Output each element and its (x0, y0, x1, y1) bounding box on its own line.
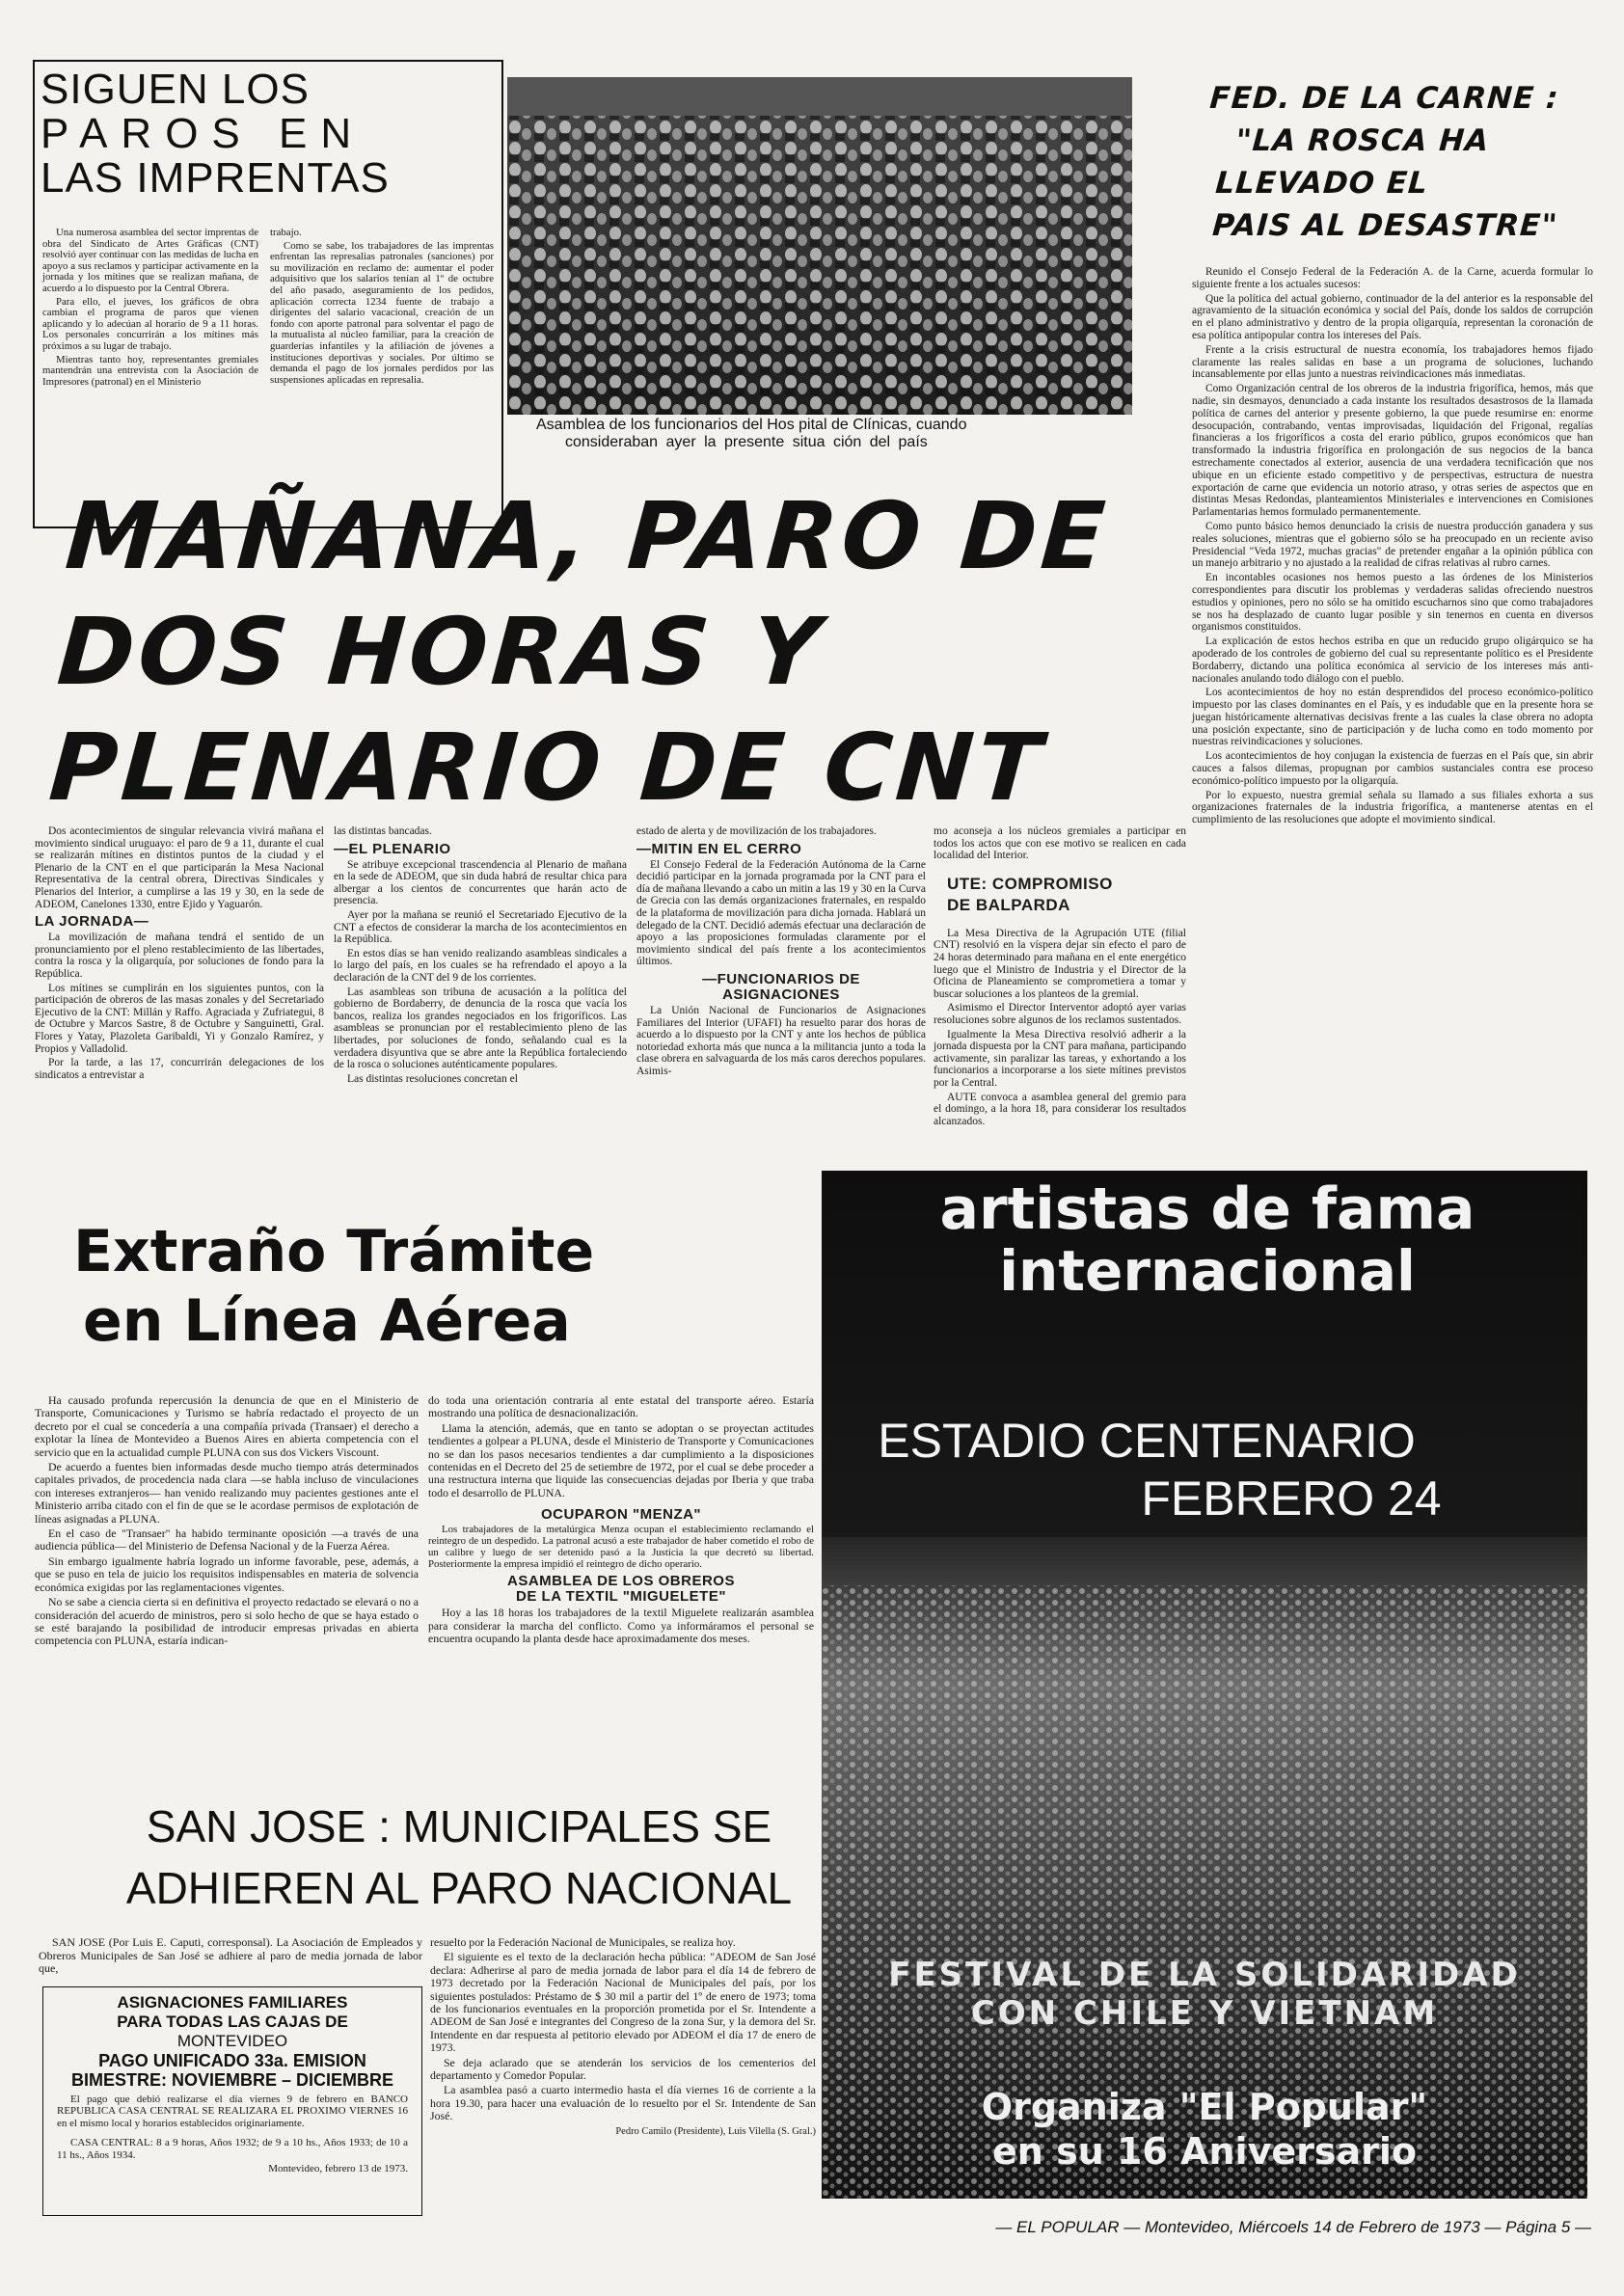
tramite-col-2: do toda una orientación contraria al ente estatal del transporte aéreo. Estaría mostrando una política de desnacionalización. Llama la atención, además, que en tanto se adoptan o se proyectan actitudes tendientes a golpear a PLUNA, desde el Ministerio de Transporte y Comunicaciones no se dan los pasos necesarios tendientes a dar cumplimiento a la disposiciones contenidas en el Decreto del 25 de setiembre de 1972, por el cual se debe proceder a una restructura interna que liquide las consecuencias dejadas por Iberia y que traba todo el desarrollo de PLUNA. OCUPARON "MENZA" Los trabajadores de la metalúrgica Menza ocupan el establecimiento reclamando el reintegro de un despedido. La patronal acusó a este trabajador de haber cometido el robo de un calibre y luego de ser detenido pasó a la Justicia la que decretó su libertad. Posteriormente la empresa impidió el reintegro de dicho operario. ASAMBLEA DE LOS OBREROS DE LA TEXTIL "MIGUELETE" Hoy a las 18 horas los trabajadores de la textil Miguelete realizarán asamblea para considerar la marcha del conflicto. Como ya informáramos el personal se encuentra ocupando la planta desde hace aproximadamente dos meses. (428, 1393, 814, 1646)
main-col-2: las distintas bancadas. —EL PLENARIO Se atribuye excepcional trascendencia al Plenario de mañana en la sede de ADEOM, que sin duda habrá de resultar chica para albergar a los cientos de concurrentes que harán acto de presencia. Ayer por la mañana se reunió el Secretariado Ejecutivo de la CNT a efectos de considerar la marcha de los acontecimientos en la República. En estos días se han venido realizando asambleas sindicales a lo largo del país, en los cuales se ha refrendado el apoyo a la declaración de la CNT del 9 de los corrientes. Las asambleas son tribuna de acusación a la política del gobierno de Bordaberry, de denuncia de la rosca que vacía los bancos, realiza los grandes negociados en los frigoríficos. Las asambleas se pronuncian por el restablecimiento pleno de las libertades, por soluciones de fondo, señalando cual es la verdadera disyuntiva que se abre ante la República fortaleciendo de la rosca o soluciones auténticamente populares. Las distintas resoluciones concretan el (334, 825, 627, 1085)
page-footer: — EL POPULAR — Montevideo, Miércoels 14 de Febrero de 1973 — Página 5 — (995, 2218, 1591, 2236)
carne-headline: FED. DE LA CARNE : "LA ROSCA HA LLEVADO EL PAIS AL DESASTRE" (1208, 81, 1560, 243)
sanjose-headline: SAN JOSE : MUNICIPALES SE ADHIEREN AL PARO NACIONAL (125, 1801, 793, 1913)
hospital-assembly-photo (507, 77, 1132, 415)
stadium-crowd-image (822, 1171, 1587, 2199)
crowd-photo-image (507, 77, 1132, 415)
photo-caption: Asamblea de los funcionarios del Hos pital de Clínicas, cuando consideraban ayer la presente situa ción del país (536, 417, 967, 450)
asignaciones-box (42, 1986, 422, 2216)
sanjose-col-2: resuelto por la Federación Nacional de Municipales, se realiza hoy. El siguiente es el texto de la declaración hecha pública: "ADEOM de San José declara: Adherirse al paro de media jornada de labor para el día 14 de febrero de 1973 decretado por la Federación Nacional de Municipales del país, por los siguientes postulados: Préstamo de $ 30 mil a partir del 1º de enero de 1973; toma de los funcionarios eventuales en la proporción prometida por el Sr. Intendente a ADEOM de San José e integrantes del Congreso de la zona Sur, y la demora del Sr. Intendente en dar respuesta al petitorio elevado por ADEOM el día 17 de enero de 1973. Se deja aclarado que se atenderán los servicios de los cementerios del departamento y Comedor Popular. La asamblea pasó a cuarto intermedio hasta el día viernes 16 de corriente a la hora 19.30, para hacer una evaluación de lo resuelto por el Sr. Intendente de San José. Pedro Camilo (Presidente), Luis Vilella (S. Gral.) (430, 1935, 816, 2137)
poster-title: artistas de fama internacional (939, 1175, 1475, 1304)
imprentas-col-2: trabajo. Como se sabe, los trabajadores de las imprentas enfrentan las represalias patronales (sanciones) por su movilización en reclamo de: aumentar el poder adquisitivo que los salarios tenían al 1º de octubre del año pasado, aseguramiento de los pedidos, aplicación correcta 1234 fuente de trabajo a dirigentes del salario vacacional, creación de un fondo con aporte patronal para solventar el pago de la mutualista al núcleo familiar, para la creación de guarderías infantiles y la afiliación de jóvenes a instituciones deportivas y sociales. Por último se demanda el pago de los jornales perdidos por las suspensiones aplicadas en represalia. (270, 227, 494, 386)
poster-organizer: Organiza "El Popular" en su 16 Aniversario (981, 2086, 1428, 2173)
tramite-headline: Extraño Trámite en Línea Aérea (73, 1218, 595, 1355)
imprentas-box (33, 60, 503, 528)
carne-article: Reunido el Consejo Federal de la Federación A. de la Carne, acuerda formular lo siguiente frente a los actuales sucesos: Que la política del actual gobierno, continuador de la del anterior es la responsable del agravamiento de la situación económica y social del País, donde los saldos de corrupción en el plano administrativo y dentro de la propia oligarquía, representan la coronación de esa política antipopular contra los intereses del País. Frente a la crisis estructural de nuestra economía, los trabajadores hemos fijado claramente las reales salidas en base a un programa de soluciones, luchando incansablemente por ellas junto a nuestras reivindicaciones más inmediatas. Como Organización central de los obreros de la industria frigorífica, hemos, más que nadie, sin desmayos, denunciado a cada instante los resultados desastrosos de la llamada política de carnes del anterior y presente gobierno, la que puede resumirse en: enorme desocupación, contrabando, ventas improvisadas, liquidación del Frigonal, regalías financieras a los frigoríficos a costa del erario público, grupos económicos que han transformado la industria frigorífica en prolongación de sus negocios de la banca estrechamente conectados al exterior, ausencia de una verdadera tecnificación que nos ubique en un eficiente estado competitivo y de perspectivas, estructura de nuestra exportación de carne que evidencia un notorio atraso, y otras series de aspectos que en distintas Mesas Redondas, planteamientos Ministeriales e intervenciones en Comisiones Parlamentarias hemos formulado permanentemente. Como punto básico hemos denunciado la crisis de nuestra producción ganadera y sus reales soluciones, mientras que el gobierno sólo se ha preocupado en un reciente aviso Presidencial "Veda 1972, muchas gracias" de pretender engañar a la opinión pública con un manejo arbitrario y no ajustado a la realidad de cifras relativas al rubro carnes. En incontables ocasiones nos hemos puesto a las órdenes de los Ministerios correspondientes para discutir los problemas y verdaderas salidas ofreciendo nuestros estudios y opiniones, pero no sólo se ha omitido escucharnos sino que como trabajadores se nos ha desplazado de cuanto lugar posible y sin tenernos en cuenta en diversos organismos constituidos. La explicación de estos hechos estriba en que un reducido grupo oligárquico se ha apoderado de los controles de gobierno del cual su representante político es el Presidente Bordaberry, dictando una política económica al servicio de los intereses más anti-nacionales anulando todo diálogo con el pueblo. Los acontecimientos de hoy no están desprendidos del proceso económico-político impuesto por las clases dominantes en el País, y es indudable que en la presente hora se juegan históricamente alternativas decisivas frente a las cuales la clase obrera no adopta una posición expectante, sino de participación y de lucha como en todo momento por nuestras reivindicaciones y soluciones. Los acontecimientos de hoy conjugan la existencia de fuerzas en el País que, sin abrir cauces a falsos dilemas, propugnan por cambios sustanciales contra ese proceso económico-político impuesto por la oligarquía. Por lo expuesto, nuestra gremial señala su llamado a sus filiales exhorta a sus organizaciones fraternales de la industria frigorífica, a mantenerse atentas en el cumplimiento de las resoluciones que adopte el movimiento sindical. (1192, 266, 1593, 826)
poster-venue: ESTADIO CENTENARIO FEBRERO 24 (878, 1414, 1442, 1526)
tramite-col-1: Ha causado profunda repercusión la denuncia de que en el Ministerio de Transporte, Comunicaciones y Turismo se habría redactado el proyecto de un decreto por el cual se concedería a una compañía privada (Transaer) el derecho a explotar la línea de Montevideo a Buenos Aires en abierta competencia con el servicio que en la actualidad cumple PLUNA con sus dos Vickers Viscount. De acuerdo a fuentes bien informadas desde mucho tiempo atrás determinados capitales privados, de procedencia nada clara —se habla incluso de vinculaciones con intereses extranjeros— han venido realizando muy pacientes gestiones ante el Ministerio arriba citado con el fin de que se le acordase permisos de explotación de líneas asignadas a PLUNA. En el caso de "Transaer" ha habido terminante oposición —a través de una audiencia pública— del Ministerio de Defensa Nacional y de la Fuerza Aérea. Sin embargo igualmente habría logrado un informe favorable, pese, además, a que se puso en tela de juicio los requisitos indispensables en materia de solvencia económica exigidas por las reglamentaciones vigentes. No se sabe a ciencia cierta si en definitiva el proyecto redactado se elevará o no a consideración del acuerdo de ministros, pero si solo hecho de que se haya estado o se esté barajando la posibilidad de introducir empresas privadas en abierta competencia con PLUNA, estaría indican- (35, 1393, 419, 1648)
imprentas-headline: SIGUEN LOS PAROS EN LAS IMPRENTAS (41, 66, 390, 202)
asignaciones-body: El pago que debió realizarse el día viernes 9 de febrero en BANCO REPUBLICA CASA CENTRAL SE REALIZARA EL PROXIMO VIERNES 16 en el mismo local y horarios establecidos originariamente. CASA CENTRAL: 8 a 9 horas, Años 1932; de 9 a 10 hs., Años 1933; de 10 a 11 hs., Años 1934. Montevideo, febrero 13 de 1973. (57, 2093, 408, 2175)
main-headline: MAÑANA, PARO DE DOS HORAS Y PLENARIO DE CNT (45, 482, 1113, 822)
imprentas-col-1: Una numerosa asamblea del sector imprentas de obra del Sindicato de Artes Gráficas (CNT) resolvió ayer continuar con las medidas de lucha en apoyo a sus reclamos y participar activamente en la jornada y los mítines que se realizan mañana, de acuerdo a lo dispuesto por la Central Obrera. Para ello, el jueves, los gráficos de obra cambian el programa de paros que vienen aplicando y lo adecúan al horario de 9 a 11 horas. Los personales concurrirán a los mítines más próximos a su lugar de trabajo. Mientras tanto hoy, representantes gremiales mantendrán una entrevista con la Asociación de Impresores (patronal) en el Ministerio (42, 227, 258, 388)
main-col-3: estado de alerta y de movilización de los trabajadores. —MITIN EN EL CERRO El Consejo Federal de la Federación Autónoma de la Carne decidió participar en la jornada programada por la CNT para el día de mañana llevando a cabo un mitin a las 19 y 30 en la Curva de Grecia con las demás organizaciones fraternales, en respaldo de la plataforma de movilización para dicha jornada. Hablará un delegado de la CNT. Decidió además efectuar una declaración de apoyo a las proposiciones formuladas claramente por el movimiento sindical del país frente a los acontecimientos últimos. —FUNCIONARIOS DE ASIGNACIONES La Unión Nacional de Funcionarios de Asignaciones Familiares del Interior (UFAFI) ha resuelto parar dos horas de acuerdo a lo dispuesto por la CNT y ante los hechos de pública notoriedad exhorta más que nunca a la militancia junto a toda la clase obrera en salvaguarda de los más caros derechos populares. Asimis- (636, 825, 926, 1077)
sanjose-lead: SAN JOSE (Por Luis E. Caputi, corresponsal). La Asociación de Empleados y Obreros Municipales de San José se adhiere al paro de media jornada de labor que, (39, 1935, 422, 1976)
main-col-4: mo aconseja a los núcleos gremiales a participar en todos los actos que con ese motivo se realicen en cada localidad del Interior. UTE: COMPROMISO DE BALPARDA La Mesa Directiva de la Agrupación UTE (filial CNT) resolvió en la víspera dejar sin efecto el paro de 24 horas determinado para mañana en el ente energético luego que el Ministro de Industria y el Director de la Oficina de Planeamiento se comprometiera a tomar y buscar soluciones a los planteos de la gremial. Asimismo el Director Interventor adoptó ayer varias resoluciones sobre algunos de los reclamos sustentados. Igualmente la Mesa Directiva resolvió adherir a la jornada dispuesta por la CNT para mañana, participando activamente, sin paralizar las tareas, y exhortando a los funcionarios a incorporarse a los siete mítines previstos por la Central. AUTE convoca a asamblea general del gremio para el domingo, a la hora 18, para considerar los resultados alcanzados. (934, 825, 1186, 1127)
main-col-1: Dos acontecimientos de singular relevancia vivirá mañana el movimiento sindical uruguayo: el paro de 9 a 11, durante el cual se realizarán mítines en distintos puntos de la ciudad y el Plenario de la CNT en el que participarán la Mesa Nacional Representativa de la central obrera, Directivas Sindicales y Plenarios del Interior, a cumplirse a las 19 y 30, en la sede de ADEOM, Canelones 1330, entre Ejido y Yaguarón. LA JORNADA— La movilización de mañana tendrá el sentido de un pronunciamiento por el pleno restablecimiento de las libertades, contra la rosca y la oligarquía, por soluciones de fondo para la República. Los mítines se cumplirán en los siguientes puntos, con la participación de obreros de las masas zonales y del Secretariado Ejecutivo de la CNT: Millán y Raffo. Agraciada y Zufriategui, 8 de Octubre y Marcos Sastre, 8 de Octubre y Sanguinetti, Gral. Flores y Yatay, Plazoleta Garibaldi, Yi y Gonzalo Ramírez, y Propios y Valladolid. Por la tarde, a las 17, concurrirán delegaciones de los sindicatos a entrevistar a (35, 825, 324, 1081)
asignaciones-title: ASIGNACIONES FAMILIARES PARA TODAS LAS CAJAS DE MONTEVIDEO PAGO UNIFICADO 33a. EMISION BIMESTRE: NOVIEMBRE – DICIEMBRE (70, 1993, 394, 2090)
festival-poster (822, 1171, 1587, 2199)
poster-festival: FESTIVAL DE LA SOLIDARIDAD CON CHILE Y VIETNAM (888, 1956, 1521, 2033)
